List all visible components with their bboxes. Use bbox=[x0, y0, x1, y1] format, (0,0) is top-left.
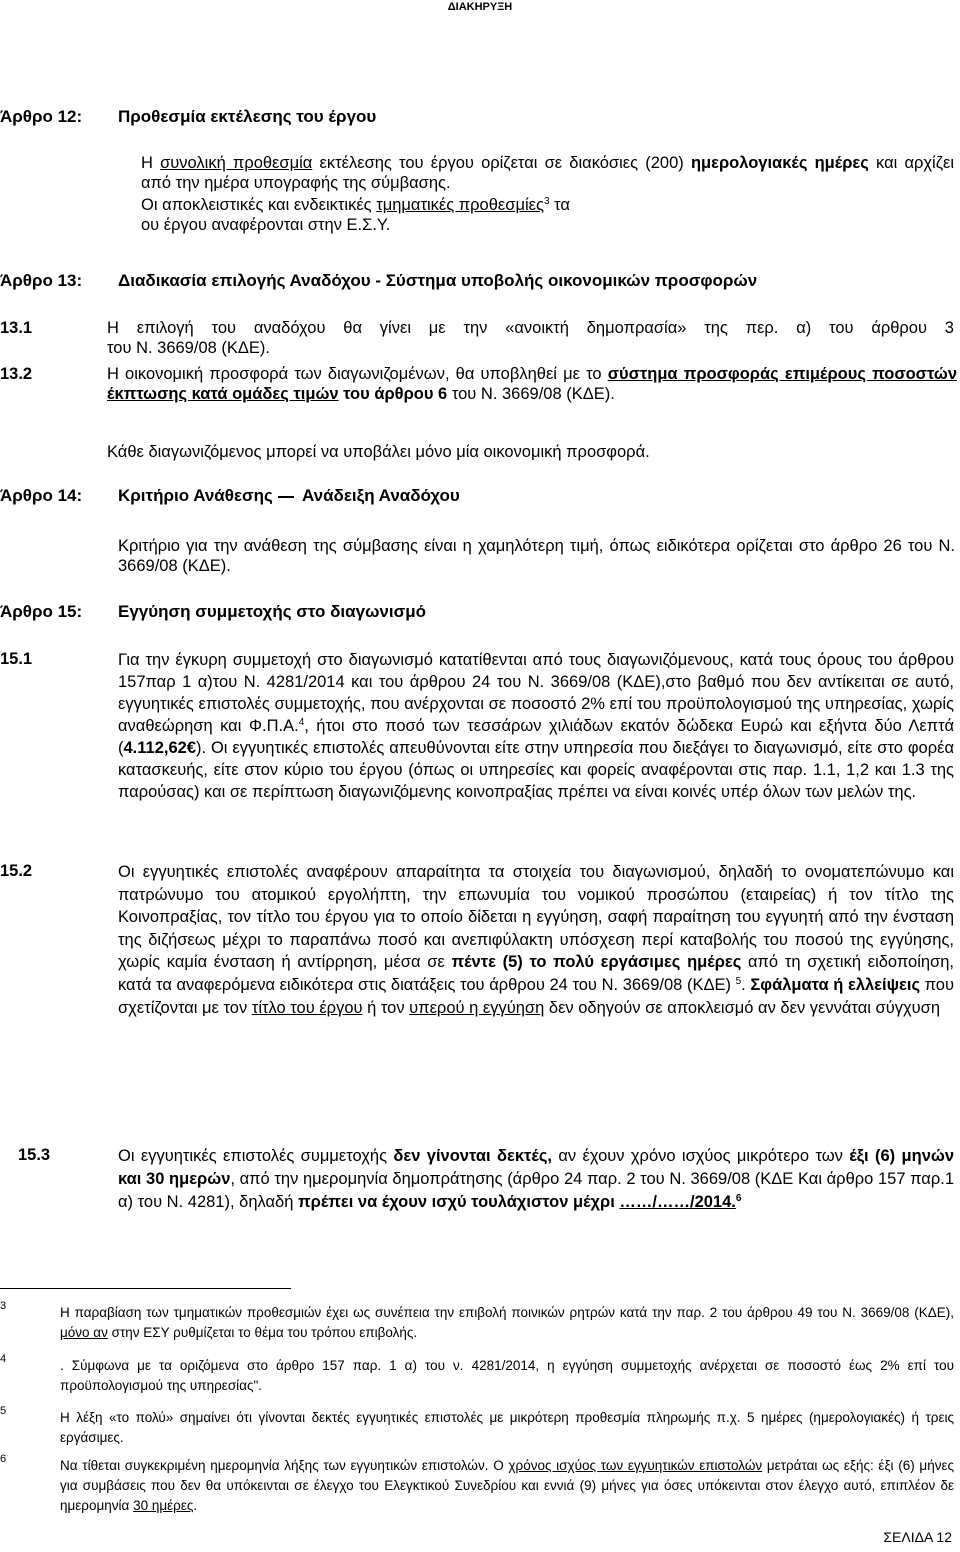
footnote-5-text: Η λέξη «το πολύ» σημαίνει ότι γίνονται δεκτές εγγυητικές επιστολές με μικρότερη προθεσμία πληρωμής π.χ. 5 ημέρες (ημερολογιακές) ή τρεις εργάσιμες. bbox=[60, 1410, 954, 1445]
text-run: Οι αποκλειστικές και ενδεικτικές bbox=[141, 196, 377, 214]
section-15-3-text bbox=[118, 1145, 954, 1214]
text-run-underline: τμηματικές προθεσμίες bbox=[376, 196, 544, 214]
footnote-6-number: 6 bbox=[0, 1453, 7, 1465]
text-run: Η bbox=[141, 154, 161, 172]
text-run: δεν οδηγούν σε αποκλεισμό αν δεν γεννάται σύγχυση bbox=[544, 998, 941, 1017]
section-13-1-text bbox=[107, 318, 954, 358]
text-run: , από την ημερομηνία δημοπράτησης (άρθρο 24 παρ. 2 του Ν. 3669/08 (ΚΔΕ Και άρθρο 157 παρ.1 α) του Ν. 4281), δηλαδή bbox=[118, 1170, 954, 1211]
section-13-2-note bbox=[107, 442, 650, 462]
section-13-2-number: 13.2 bbox=[0, 365, 33, 383]
text-run: εκτέλεσης του έργου ορίζεται σε διακόσιες (200) bbox=[312, 154, 691, 172]
article-13-label: Άρθρο 13: bbox=[0, 271, 83, 290]
text-run-underline: τίτλο του έργου bbox=[251, 998, 363, 1017]
text-run: Κάθε διαγωνιζόμενος μπορεί να υποβάλει μόνο μία οικονομική προσφορά. bbox=[107, 443, 650, 461]
footnote-ref-4[interactable]: 4 bbox=[298, 717, 305, 728]
text-run-underline: χρόνος ισχύος των εγγυητικών επιστολών bbox=[508, 1458, 763, 1473]
footnote-ref-6[interactable]: 6 bbox=[735, 1193, 742, 1204]
article-12-title: Προθεσμία εκτέλεσης του έργου bbox=[118, 107, 377, 126]
section-15-2-text bbox=[118, 861, 954, 1019]
text-run-bold: 4.112,62€ bbox=[123, 739, 196, 757]
text-run-underline: μόνο αν bbox=[60, 1325, 108, 1340]
text-run: ). Οι εγγυητικές επιστολές απευθύνονται είτε στην υπηρεσία που διεξάγει το διαγωνισμό, είτε στο φορέα κατασκευής, είτε στον κύριο του έργου (όπως οι υπηρεσίες και φορείς αναφέρονται στις παρ. 1.1, 1,2 και 1.3 της παρούσας) και σε περίπτωση διαγωνιζόμενης κοινοπραξίας πρέπει να είναι κοινές υπέρ όλων των μελών της. bbox=[118, 739, 954, 801]
text-run-bold: πέντε (5) το πολύ εργάσιμες ημέρες bbox=[451, 953, 742, 972]
text-run: Οι εγγυητικές επιστολές συμμετοχής bbox=[118, 1147, 394, 1165]
article-12-line-2 bbox=[141, 195, 570, 235]
text-run-underline: συνολική προθεσμία bbox=[160, 154, 313, 172]
text-run: Να τίθεται συγκεκριμένη ημερομηνία λήξης των εγγυητικών επιστολών. Ο bbox=[60, 1458, 509, 1473]
text-run-bold-underline: σύστημα προσφοράς επιμέρους ποσοστών έκπτωσης κατά ομάδες τιμών bbox=[107, 365, 957, 403]
section-15-1-number: 15.1 bbox=[0, 650, 33, 668]
text-run-bold-underline: ……/……/2014. bbox=[619, 1193, 736, 1211]
text-run-bold: ημερολογιακές ημέρες bbox=[690, 154, 869, 172]
text-run: , ήτοι στο ποσό των τεσσάρων χιλιάδων εκατόν δώδεκα Ευρώ και εξήντα δύο Λεπτά ( bbox=[118, 717, 954, 757]
footnote-3-text bbox=[60, 1303, 954, 1343]
text-run-underline: 30 ημέρες bbox=[133, 1498, 194, 1513]
article-15-title: Εγγύηση συμμετοχής στο διαγωνισμό bbox=[118, 602, 427, 621]
footnote-separator bbox=[0, 1288, 291, 1289]
text-run-bold: Σφάλματα ή ελλείψεις bbox=[750, 975, 921, 994]
footnote-4-text: . Σύμφωνα με τα οριζόμενα στο άρθρο 157 παρ. 1 α) του ν. 4281/2014, η εγγύηση συμμετοχής ανέρχεται σε ποσοστό έως 2% επί του προϋπολογισμού της υπηρεσίας". bbox=[60, 1358, 954, 1393]
text-run-bold: έξι (6) μηνών και 30 ημερών bbox=[118, 1147, 954, 1188]
title-dash bbox=[278, 496, 294, 498]
text-run: ου έργου αναφέρονται στην Ε.Σ.Υ. bbox=[141, 216, 391, 234]
footnote-ref-3[interactable]: 3 bbox=[543, 196, 550, 207]
text-run: από τη σχετική ειδοποίηση, κατά τα αναφερόμενα ειδικότερα στις διατάξεις του άρθρου 24 του Ν. 3669/08 (ΚΔΕ) bbox=[118, 953, 954, 994]
article-15-label: Άρθρο 15: bbox=[0, 602, 83, 621]
footnote-4-number: 4 bbox=[0, 1353, 7, 1365]
text-run: που σχετίζονται με τον bbox=[118, 975, 954, 1017]
article-14-label: Άρθρο 14: bbox=[0, 486, 83, 505]
article-12-paragraph bbox=[141, 153, 954, 193]
footnote-6-text bbox=[60, 1456, 954, 1516]
text-run-bold: πρέπει να έχουν ισχύ τουλάχιστον μέχρι bbox=[298, 1193, 620, 1211]
page-number: ΣΕΛΙΔΑ 12 bbox=[883, 1529, 952, 1545]
article-12-label: Άρθρο 12: bbox=[0, 107, 83, 126]
section-13-1-number: 13.1 bbox=[0, 319, 33, 337]
text-run: του Ν. 3669/08 (ΚΔΕ). bbox=[447, 385, 615, 403]
section-13-2-text bbox=[107, 364, 957, 404]
text-run: . bbox=[741, 975, 751, 994]
section-15-2-number: 15.2 bbox=[0, 862, 33, 880]
text-run-underline: υπερού η εγγύηση bbox=[409, 998, 545, 1017]
text-run-bold: του άρθρου 6 bbox=[338, 385, 448, 403]
text-run: Κριτήριο Ανάθεσης bbox=[118, 486, 273, 505]
text-run: ή τον bbox=[362, 998, 410, 1017]
footnote-ref-5[interactable]: 5 bbox=[735, 975, 742, 987]
text-run: Για την έγκυρη συμμετοχή στο διαγωνισμό κατατίθενται από τους διαγωνιζόμενους, κατά τους όρους του άρθρου 157παρ 1 α)του Ν. 4281/2014 και του άρθρου 24 του Ν. 3669/08 (ΚΔΕ),στο βαθμό που δεν αντίκειται σε αυτό, εγγυητικές επιστολές συμμετοχής, που ανέρχονται σε ποσοστό 2% επί του προϋπολογισμού της υπηρεσίας, χωρίς αναθεώρηση και Φ.Π.Α. bbox=[118, 651, 954, 735]
text-run: μετράται ως εξής: έξι (6) μήνες για συμβάσεις που δεν θα υπόκεινται σε έλεγχο του Ελεγκτικού Συνεδρίου και εννιά (9) μήνες για όσες υπόκεινται στον έλεγχο αυτό, επιπλέον δε ημερομηνία bbox=[60, 1458, 954, 1513]
text-run: στην ΕΣΥ ρυθμίζεται το θέμα του τρόπου επιβολής. bbox=[107, 1325, 418, 1340]
article-14-paragraph: Κριτήριο για την ανάθεση της σύμβασης είναι η χαμηλότερη τιμή, όπως ειδικότερα ορίζεται στο άρθρο 26 του Ν. 3669/08 (ΚΔΕ). bbox=[118, 537, 955, 575]
text-run-bold: δεν γίνονται δεκτές, bbox=[393, 1147, 552, 1165]
text-run: αν έχουν χρόνο ισχύος μικρότερο των bbox=[552, 1147, 850, 1165]
document-header: ΔΙΑΚΗΡΥΞΗ bbox=[447, 1, 513, 13]
text-run: Η παραβίαση των τμηματικών προθεσμιών έχει ως συνέπεια την επιβολή ποινικών ρητρών κατά την παρ. 2 του άρθρου 49 του Ν. 3669/08 (ΚΔΕ), bbox=[60, 1305, 954, 1320]
footnote-3-number: 3 bbox=[0, 1300, 7, 1312]
text-run: του Ν. 3669/08 (ΚΔΕ). bbox=[107, 339, 270, 357]
text-run: Ανάδειξη Αναδόχου bbox=[297, 486, 460, 505]
text-run: . bbox=[193, 1498, 198, 1513]
article-14-title bbox=[118, 485, 460, 507]
section-15-1-text bbox=[118, 649, 954, 803]
text-run: Η επιλογή του αναδόχου θα γίνει με την «ανοικτή δημοπρασία» της περ. α) του άρθρου 3 bbox=[107, 319, 954, 337]
text-run: Οι εγγυητικές επιστολές αναφέρουν απαραίτητα τα στοιχεία του διαγωνισμού, δηλαδή το ονοματεπώνυμο και πατρώνυμο του ατομικού εργολήπτη, την επωνυμία του νομικού προσώπου (εταιρείας) ή τον τίτλο της Κοινοπραξίας, τον τίτλο του έργου για το οποίο δίδεται η εγγύηση, σαφή παραίτηση του εγγυητή από την ένσταση της διζήσεως μέχρι το παραπάνω ποσό και ανεπιφύλακτη υπόσχεση περί καταβολής του ποσού της εγγύησης, χωρίς καμία ένσταση ή αντίρρηση, μέσα σε bbox=[118, 863, 954, 972]
article-13-title: Διαδικασία επιλογής Αναδόχου - Σύστημα υποβολής οικονομικών προσφορών bbox=[118, 271, 758, 290]
text-run: και αρχίζει από την ημέρα υπογραφής της σύμβασης. bbox=[141, 154, 954, 192]
footnote-5-number: 5 bbox=[0, 1405, 7, 1417]
text-run: Η οικονομική προσφορά των διαγωνιζομένων, θα υποβληθεί με το bbox=[107, 365, 608, 383]
section-15-3-number: 15.3 bbox=[18, 1146, 51, 1164]
text-run: τα bbox=[549, 196, 570, 214]
